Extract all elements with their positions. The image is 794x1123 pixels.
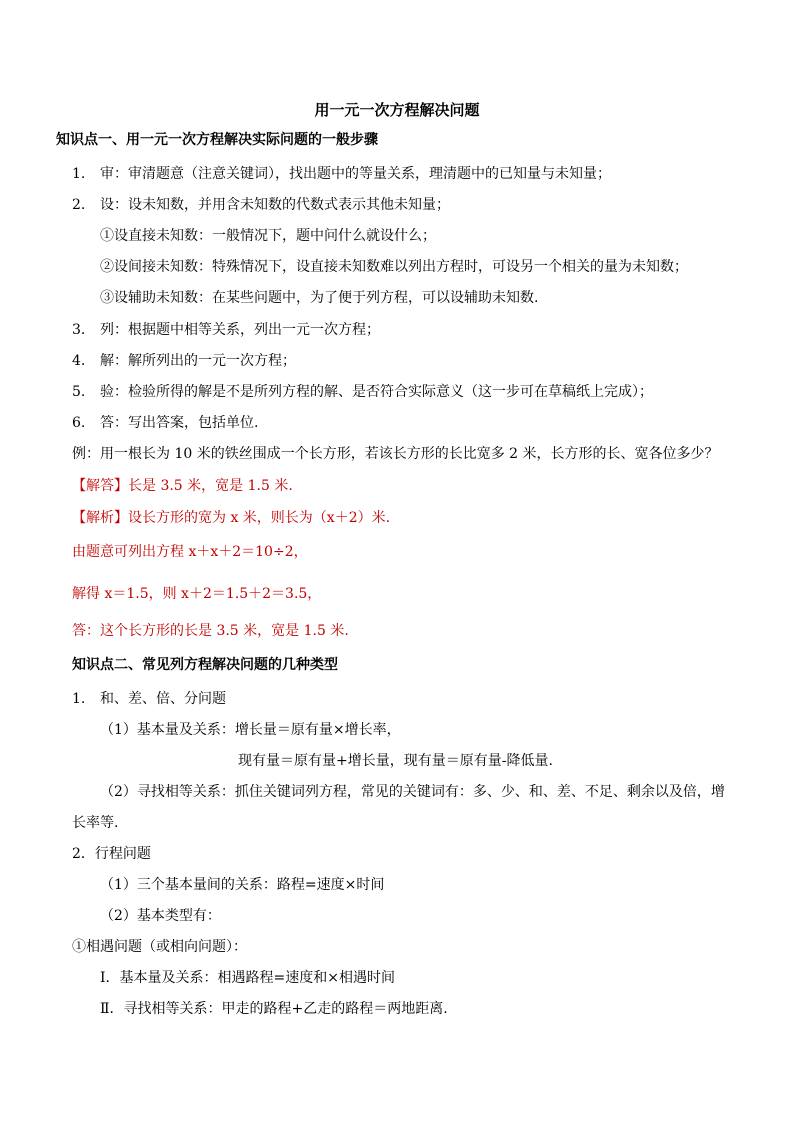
type2-meet-1: Ⅰ．基本量及关系：相遇路程=速度和×相遇时间 xyxy=(100,970,395,986)
step-number: 6. xyxy=(72,415,86,431)
step-text: 审：审清题意（注意关键词），找出题中的等量关系，理清题中的已知量与未知量； xyxy=(100,166,611,182)
type1-relation: （1）基本量及关系：增长量＝原有量×增长率， xyxy=(100,722,401,738)
type2-kinds: （2）基本类型有： xyxy=(100,908,221,924)
example-question: 例：用一根长为 10 米的铁丝围成一个长方形，若该长方形的长比宽多 2 米，长方形的长、宽各位多少？ xyxy=(72,446,719,462)
step-1 xyxy=(72,164,611,184)
type2-basic: （1）三个基本量间的关系：路程=速度×时间 xyxy=(100,877,385,893)
example-answer xyxy=(72,476,293,496)
example-analysis xyxy=(72,508,390,528)
step-number: 1. xyxy=(72,166,86,182)
type1-equal-relation: （2）寻找相等关系：抓住关键词列方程，常见的关键词有：多、少、和、差、不足、剩余以及倍，增 xyxy=(100,784,725,800)
sub-item-2: ②设间接未知数：特殊情况下，设直接未知数难以列出方程时，可设另一个相关的量为未知数； xyxy=(100,259,688,275)
section2-heading: 知识点二、常见列方程解决问题的几种类型 xyxy=(72,657,338,673)
step-number: 2. xyxy=(72,197,86,213)
type-number: 1. xyxy=(72,691,86,707)
type2-meet-2: Ⅱ．寻找相等关系：甲走的路程+乙走的路程＝两地距离. xyxy=(100,1001,448,1017)
step-3 xyxy=(72,320,380,340)
equation-line: 由题意可列出方程 x＋x＋2＝10÷2， xyxy=(72,544,308,560)
type-title: 和、差、倍、分问题 xyxy=(100,691,226,707)
type2-meet: ①相遇问题（或相向问题）： xyxy=(72,939,247,955)
step-number: 4. xyxy=(72,353,86,369)
page-title: 用一元一次方程解决问题 xyxy=(314,101,480,119)
sub-item-3: ③设辅助未知数：在某些问题中，为了便于列方程，可以设辅助未知数. xyxy=(100,290,539,306)
type1-equal-relation-2: 长率等. xyxy=(72,815,119,831)
conclusion-line: 答：这个长方形的长是 3.5 米，宽是 1.5 米. xyxy=(72,623,349,639)
type2-title: 2．行程问题 xyxy=(72,846,151,862)
type1-relation-2: 现有量＝原有量+增长量，现有量＝原有量-降低量. xyxy=(238,753,553,769)
step-5 xyxy=(72,382,653,402)
step-text: 解：解所列出的一元一次方程； xyxy=(100,353,296,369)
type1-title xyxy=(72,689,226,709)
step-text: 设：设未知数，并用含未知数的代数式表示其他未知量； xyxy=(100,197,450,213)
step-2 xyxy=(72,195,450,215)
answer-text: 长是 3.5 米，宽是 1.5 米. xyxy=(128,478,293,494)
analysis-text: 设长方形的宽为 x 米，则长为（x＋2）米. xyxy=(128,510,391,526)
section1-heading: 知识点一、用一元一次方程解决实际问题的一般步骤 xyxy=(56,132,378,148)
sub-item-1: ①设直接未知数：一般情况下，题中问什么就设什么； xyxy=(100,228,436,244)
step-number: 3. xyxy=(72,322,86,338)
step-text: 验：检验所得的解是不是所列方程的解、是否符合实际意义（这一步可在草稿纸上完成）； xyxy=(100,384,653,400)
step-text: 列：根据题中相等关系，列出一元一次方程； xyxy=(100,322,380,338)
step-6 xyxy=(72,413,258,433)
step-number: 5. xyxy=(72,384,86,400)
answer-tag: 【解答】 xyxy=(72,478,128,494)
step-text: 答：写出答案，包括单位. xyxy=(100,415,259,431)
solution-line: 解得 x＝1.5，则 x＋2＝1.5＋2＝3.5， xyxy=(72,586,322,602)
step-4 xyxy=(72,351,296,371)
analysis-tag: 【解析】 xyxy=(72,510,128,526)
